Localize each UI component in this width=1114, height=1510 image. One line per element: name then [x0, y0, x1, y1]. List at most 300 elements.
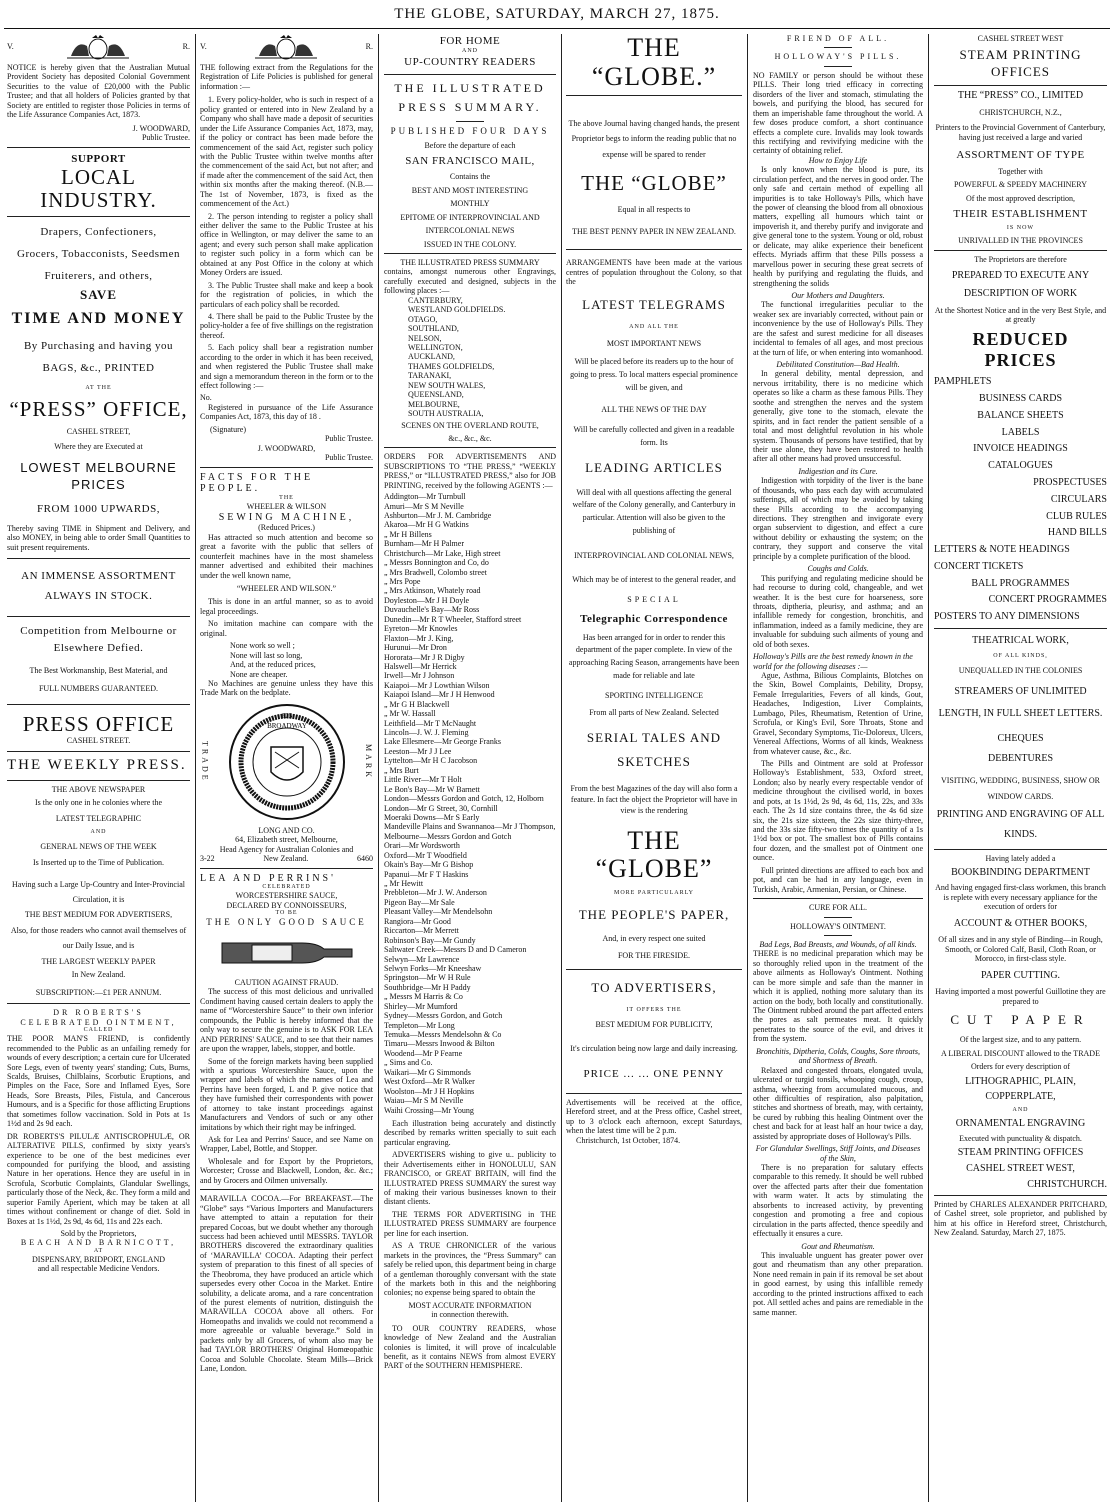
latest-telegrams: LATEST TELEGRAMS [582, 296, 726, 312]
important-news: MOST IMPORTANT NEWS [606, 338, 702, 348]
liberal-discount: A LIBERAL DISCOUNT allowed to the TRADE [941, 1048, 1100, 1058]
cashel-street: CASHEL STREET, [66, 426, 131, 436]
place-item: WELLINGTON, [408, 342, 463, 352]
unrivalled: UNRIVALLED IN THE PROVINCES [958, 236, 1083, 246]
no-medicinal-text: THERE is no medicinal preparation which may be so thoroughly relied upon in the treatment of the above ailments as Holloway's Ointment. Nothing can be more simple and safe than the manner in which it is applied, nothing more salutary than its action on the body, both locally and constitutionally. The Ointment rubbed around the part affected enters the pores as salt permeates meat. It quickly penetrates to the source of the evil, and drives it from the system. [753, 949, 923, 1044]
purchasing-line: By Purchasing and having you [23, 339, 174, 352]
head-agency: Head Agency for Australian Colonies and [219, 844, 354, 854]
print-item: PAMPHLETS [934, 376, 992, 388]
time-money-heading: TIME AND MONEY [11, 309, 186, 327]
printer-imprint: Printed by CHARLES ALEXANDER PRITCHARD, of Cashel street, sole proprietor, and published by him at his office in Hereford street, Christchurch, New Zealand. Saturday, March 27, 1875. [934, 1199, 1107, 1238]
agent-item: Eyreton—Mr Knowles [384, 624, 458, 634]
new-zealand-label: New Zealand. [263, 854, 309, 864]
agent-item: „ Messrs M Harris & Co [384, 992, 463, 1002]
place-item: AUCKLAND, [408, 352, 455, 362]
registered-text: Registered in pursuance of the Life Assurance Companies Act, 1873, this day of 18 . [200, 402, 373, 422]
vendors-line: and all respectable Medicine Vendors. [37, 1264, 160, 1274]
place-item: WESTLAND GOLDFIELDS. [408, 305, 506, 315]
attracted-text: Has attracted so much attention and become so great a favorite with the public that sellers of counterfeit machines have in the most shameless manner advertised and exhibited their machines under the well known name, [200, 532, 373, 580]
agent-item: Christchurch—Mr Lake, High street [384, 548, 501, 558]
christchurch-line: CHRISTCHURCH. [1027, 1179, 1107, 1191]
country-readers: TO OUR COUNTRY READERS, whose knowledge of New Zealand and the Australian colonies is limited, it will prove of incalculable benefit, as it contains NEWS from almost EVERY PART of the SOUTHERN HEMISPHERE. [384, 1323, 556, 1371]
column-5 [750, 34, 926, 1502]
powerful-machinery: POWERFUL & SPEEDY MACHINERY [954, 180, 1087, 190]
beach-barnicott: BEACH AND BARNICOTT, [20, 1238, 177, 1248]
steam-printing: STEAM PRINTING OFFICES [959, 47, 1082, 80]
masthead: THE GLOBE, SATURDAY, MARCH 27, 1875. [394, 6, 720, 22]
royal-coat-of-arms-icon [251, 34, 321, 60]
streamers: STREAMERS OF UNLIMITED LENGTH, IN FULL SHEET LETTERS. [938, 686, 1103, 720]
litho-line: LITHOGRAPHIC, PLAIN, [965, 1075, 1076, 1087]
signature-label: (Signature) [210, 424, 246, 434]
mark-label: MARK [364, 743, 373, 780]
proprietor-text: The above Journal having changed hands, the present Proprietor begs to inform the reading public that no expense will be spared to render [568, 119, 740, 159]
immense-assortment: AN IMMENSE ASSORTMENT [21, 570, 176, 583]
agent-item: Okain's Bay—Mr G Bishop [384, 860, 474, 870]
to-be: TO BE [275, 910, 298, 917]
agent-item: „ Mrs Pope [384, 577, 421, 587]
regulation-1: 1. Every policy-holder, who is such in respect of a policy granted or entered into in New Zealand by a Company who shall have made a deposit of securities under the Life Assurance Companies Act, 1873, may, if the policy or contract has been made before the commencement of the said Act, register such policy with the Public Trustee within twelve months after the commencement of the said Act, but not after; and if made after the commencement of the said Act, then within six months after the making thereof. (N.B.—The 1st of November, 1873, is fixed as the commencement of the Act.) [200, 95, 373, 209]
declared: DECLARED BY CONNOISSEURS, [226, 900, 347, 910]
place-item: NEW SOUTH WALES, [408, 380, 486, 390]
friend-of-all: FRIEND OF ALL. [786, 34, 890, 43]
crest-letter-r: R. [365, 42, 373, 52]
visiting-cards: VISITING, WEDDING, BUSINESS, SHOW OR WINDOW CARDS. [940, 775, 1101, 801]
coughs-heading: Coughs and Colds. [807, 564, 869, 574]
cashel-street-west: CASHEL STREET WEST, [966, 1163, 1075, 1175]
issued-line: ISSUED IN THE COLONY. [423, 239, 517, 249]
for-home: FOR HOME [439, 35, 501, 47]
regulation-2: 2. The person intending to register a policy shall either deliver the same to the Public Trustee at his office in Wellington, or may deliver the same to an agent; and every such person shall make application to register such policy in a form which can be obtained at any Post Office in the colony at which Money Orders are issued. [200, 211, 373, 278]
steam-offices: STEAM PRINTING OFFICES [957, 1147, 1084, 1159]
accurate-info: MOST ACCURATE INFORMATION [408, 1300, 532, 1310]
fireside-line: FOR THE FIRESIDE. [617, 951, 691, 961]
arranged-text: Has been arranged for in order to render this department of the paper complete. In view of the approaching Racing Season, arrangements have been made for reliable and late [568, 632, 740, 681]
agent-item: Timaru—Messrs Inwood & Bilton [384, 1039, 495, 1049]
assortment-type: ASSORTMENT OF TYPE [956, 149, 1085, 162]
artful-text: This is done in an artful manner, so as to avoid legal proceedings. [200, 597, 373, 616]
agent-item: „ Mr W. Hassall [384, 709, 436, 719]
placed-text: Will be placed before its readers up to the hour of going to press. To local matters especial prominence will be given, and [570, 357, 738, 392]
reduced-prices-heading: REDUCED PRICES [972, 328, 1069, 370]
interprov-news: INTERPROVINCIAL AND COLONIAL NEWS, [574, 550, 734, 560]
serial-tales: SERIAL TALES AND SKETCHES [586, 729, 722, 770]
ww-quote: “WHEELER AND WILSON.” [236, 584, 337, 594]
circulation-increasing: It's circulation being now large and daily increasing. [570, 1044, 738, 1054]
agent-item: Lyttelton—Mr H C Jacobson [384, 756, 478, 766]
agent-item: Woolston—Mr J H Hopkins [384, 1086, 475, 1096]
imitation-text: No imitation machine can compare with the original. [200, 619, 373, 638]
all-news: ALL THE NEWS OF THE DAY [601, 404, 707, 414]
etc-line: &c., &c., &c. [448, 433, 492, 443]
intercolonial-line: INTERCOLONIAL NEWS [425, 226, 515, 236]
print-item: CIRCULARS [1050, 493, 1107, 505]
agent-item: Irwell—Mr J Johnson [384, 671, 455, 681]
foreign-markets-text: Some of the foreign markets having been supplied with a spurious Worcestershire Sauce, upon the wrapper and labels of which the names of Lea and Perrins have been forged, L and P. give notice that they have furnished their correspondents with power of attorney to take instant proceedings against Manufacturers and Vendors of such or any other imitations by which their right may be infringed. [200, 1056, 373, 1132]
from-all-parts: From all parts of New Zealand. Selected [589, 708, 719, 718]
sold-by: Sold by the Proprietors, [60, 1229, 137, 1239]
ips-contains: contains, amongst numerous other Engravings, carefully executed and designed, subjects in the following places :— [384, 267, 556, 296]
agent-item: Woodend—Mr P Fearne [384, 1048, 463, 1058]
date-line: Christchurch, 1st October, 1874. [576, 1135, 681, 1145]
executed-line-6: Executed with punctuality & dispatch. [959, 1133, 1082, 1143]
drapers-line: Drapers, Confectioners, [40, 225, 157, 238]
agent-item: Hororata—Mr J R Digby [384, 652, 465, 662]
column-1 [4, 34, 193, 1502]
cure-for-all: CURE FOR ALL. [808, 903, 867, 913]
chronicler-text: AS A TRUE CHRONICLER of the various markets in the provinces, the “Press Summary” can safely be relied upon, this department being in charge of a gentleman thoroughly conversant with the state of the markets both in this and the neighboring colonies; no expense being spared to obtain the [384, 1241, 556, 1298]
collected-text: Will be carefully collected and given in a readable form. Its [573, 425, 735, 447]
agent-item: Halswell—Mr Herrick [384, 661, 457, 671]
deal-text: Will deal with all questions affecting the general welfare of the Colony generally, and Canterbury in particular. Attention will also be given to the publishing of [572, 487, 736, 535]
only-good-sauce: THE ONLY GOOD SAUCE [206, 917, 367, 928]
pilulae-text: DR ROBERTS'S PILULÆ ANTISCROPHULÆ, OR ALTERATIVE PILLS, confirmed by sixty years's experience to be one of the best medicines ever compounded for purifying the blood, and assisting Nature in her operations. Hence they are useful in in Scrofula, Scorbutic Complaints, Glandular Swellings, particularly those of the Neck, &c. They form a mild and superior Family Aperient, which may be taken at all times without confinement or change of diet. Sold in Boxes at 1s 1½d, 2s 9d, 4s 6d, 11s and 22s each. [7, 1131, 190, 1226]
agent-item: „ Mr Hewitt [384, 879, 424, 889]
best-medium-publicity: BEST MEDIUM FOR PUBLICITY, [595, 1019, 713, 1029]
place-item: MELBOURNE, [408, 399, 460, 409]
agent-item: Leeston—Mr J J Lee [384, 746, 452, 756]
column-rule [378, 34, 379, 1502]
from-1000: FROM 1000 UPWARDS, [37, 502, 160, 515]
regulation-4: 4. There shall be paid to the Public Trustee by the policy-holder a fee of five shillings on the registration thereof. [200, 311, 373, 340]
agent-item: „ Messrs Bonnington and Co, do [384, 558, 489, 568]
agent-item: Waiau—Mr S M Neville [384, 1096, 464, 1106]
notice-signature-title: Public Trustee. [141, 133, 190, 143]
of-all-kinds: OF ALL KINDS, [993, 652, 1048, 659]
place-item: THAMES GOLDFIELDS, [408, 361, 495, 371]
best-most-line: BEST AND MOST INTERESTING [411, 185, 529, 195]
maravilla-cocoa: MARAVILLA COCOA.—For BREAKFAST.—The “Globe” says “Various Importers and Manufacturers have attempted to attain a reputation for their prepared Cocoas, but we doubt whether any thorough success had been achieved until MESSRS. TAYLOR BROTHERS discovered the extraordinary qualities of ‘MARAVILLA’ COCOA. Adapting their perfect system of preparation to this finest of all species of the Theobroma, they have produced an article which supersedes every other Cocoa in the Market. Entire solubility, a delicate aroma, and a rare concentration of the purest elements of nutrition, distinguish the MARAVILLA COCOA above all others. For Homeopaths and invalids we could not recommend a more agreeable or valuable beverage.” Sold in packets only by all Grocers, of whom also may be had TAYLOR BROTHERS' Original Homœopathic Cocoa and Soluble Chocolate. Steam Mills—Brick Lane, London. [200, 1194, 373, 1374]
agent-item: Saltwater Creek—Messrs D and D Cameron [384, 945, 527, 955]
price-line: PRICE ... ... ONE PENNY [583, 1067, 725, 1080]
agent-item: Pigeon Bay—Mr Sale [384, 897, 455, 907]
cut-paper: CUT PAPER [950, 1012, 1091, 1028]
circulation-line: Having such a Large Up-Country and Inter-Provincial Circulation, it is [12, 880, 185, 905]
agent-item: Riccarton—Mr Merrett [384, 926, 459, 936]
printing-engraving: PRINTING AND ENGRAVING OF ALL KINDS. [936, 808, 1105, 840]
agent-item: Papanui—Mr F T Haskins [384, 869, 469, 879]
column-2 [197, 34, 376, 1502]
grocers-line: Grocers, Tobacconists, Seedsmen [17, 247, 180, 260]
published-line: PUBLISHED FOUR DAYS [390, 126, 550, 137]
shortest-notice: At the Shortest Notice and in the very Best Style, and at greatly [934, 305, 1107, 325]
offers-line: IT OFFERS THE [626, 1006, 682, 1013]
mothers-text: The functional irregularities peculiar to the weaker sex are invariably corrected, without pain or inconvenience by the use of Holloway's Pills. They are the safest and surest medicine for all diseases incidental to females of all ages, and most precious at the turn of life, or when entering into womanhood. [753, 300, 923, 357]
column-rule [561, 34, 562, 1502]
special-label: SPECIAL [627, 595, 681, 605]
agent-item: Robinson's Bay—Mr Gundy [384, 935, 476, 945]
and-all-line: AND ALL THE [629, 323, 679, 330]
agent-item: West Oxford—Mr R Walker [384, 1077, 475, 1087]
printers-text: Printers to the Provincial Government of Canterbury, having just received a large and varied [935, 123, 1106, 142]
bags-line: BAGS, &c., PRINTED [42, 361, 155, 374]
theatrical-work: THEATRICAL WORK, [972, 635, 1069, 647]
prepared-line: PREPARED TO EXECUTE ANY [951, 270, 1090, 282]
agent-item: „ Sims and Co. [384, 1058, 433, 1068]
regulations-intro: THE following extract from the Regulations for the Registration of Life Policies is published for general information :— [200, 63, 373, 91]
print-items-list [934, 376, 1107, 623]
competition-line: Competition from Melbourne or Elsewhere Defied. [20, 624, 177, 655]
agent-item: Rangiora—Mr Good [384, 916, 451, 926]
support-heading: SUPPORT [71, 152, 126, 165]
in-nz-line: In New Zealand. [71, 970, 126, 980]
print-item: INVOICE HEADINGS [973, 443, 1068, 455]
agent-item: Kaiapoi Island—Mr J H Henwood [384, 690, 495, 700]
agent-item: Prebbleton—Mr J. W. Anderson [384, 888, 487, 898]
called-line: CALLED [83, 1027, 114, 1034]
genuine-text: No Machines are genuine unless they have this Trade Mark on the bedplate. [200, 678, 373, 698]
bronchitis-heading: Bronchitis, Diptheria, Colds, Coughs, Sore throats, and Shortness of Breath. [755, 1046, 920, 1066]
dispensary-line: DISPENSARY, BRIDPORT, ENGLAND [31, 1255, 166, 1264]
print-item: CONCERT PROGRAMMES [988, 594, 1107, 606]
agent-item: Hurunui—Mr Dron [384, 643, 447, 653]
column-3 [381, 34, 559, 1502]
advertisers-text: ADVERTISERS wishing to give u.. publicity to their Advertisements either in HONOLULU, SAN FRANCISCO, or GREAT BRITAIN, will find the ILLUSTRATED PRESS SUMMARY the surest way of making their various businesses known to their distant clients. [384, 1150, 556, 1207]
globe-heading-2: THE “GLOBE” [581, 170, 727, 195]
debilitated-text: In general debility, mental depression, and nervous irritability, there is no medicine which operates so like a charm as these famous Pills. They soothe and strengthen the nerves and the system generally, give tone to the stomach, elevate the spirits, and in fact render the patient sensible of a total and most delightful revolution in his whole system. Thousands of persons have testified, that by their use alone, they have been restored to health after all other means had proved unsuccessful. [753, 369, 923, 464]
place-item: NELSON, [408, 333, 442, 343]
full-numbers: FULL NUMBERS GUARANTEED. [38, 684, 159, 694]
also-line: Also, for those readers who cannot avail themselves of our Daily Issue, and is [10, 925, 187, 950]
paper-cutting: PAPER CUTTING. [980, 969, 1061, 981]
latest-telegraphic: LATEST TELEGRAPHIC [55, 813, 142, 823]
description-line: DESCRIPTION OF WORK [963, 287, 1078, 299]
poor-mans-friend: THE POOR MAN'S FRIEND, is confidently recommended to the Public as an unfailing remedy for wounds of every description; a certain cure for Ulcerated Sore Legs, even of twenty years' standing; Cuts, Burns, Scalds, Bruises, Chilblains, Scorbutic Eruptions, and Pimples on the Face, Sore and Inflamed Eyes, Sore Heads, Sore Breasts, Piles, Fistula, and Cancerous Humours, and is a Specific for those afflicting Eruptions that sometimes follow vaccination. Sold in Pots at 1s 1½d and 2s 9d each. [7, 1034, 190, 1129]
agent-item: Waikari—Mr G Simmonds [384, 1067, 471, 1077]
to-advertisers: TO ADVERTISERS, [591, 979, 717, 995]
place-item: TARANAKI, [408, 371, 452, 381]
agency-ref-row [200, 854, 373, 863]
agent-item: Duvauchelle's Bay—Mr Ross [384, 605, 480, 615]
agent-item: Shirley—Mr Mumford [384, 1001, 458, 1011]
telegraphic-corr: Telegraphic Correspondence [580, 612, 728, 625]
every-respect: And, in every respect one suited [602, 933, 706, 943]
trade-mark-seal [200, 702, 373, 822]
column-rule [195, 34, 196, 1502]
celebrated-label: CELEBRATED [262, 884, 311, 891]
notice-signature: J. WOODWARD, [132, 123, 190, 133]
sizes-text: Of all sizes and in any style of Binding—in Rough, Smooth, or Colored Calf, Basil, Cloth Roan, or Morocco, in first-class style. [938, 935, 1103, 964]
at-line: AT [93, 1247, 104, 1254]
agent-item: Amuri—Mr S M Neville [384, 501, 464, 511]
no-prep-text: There is no preparation for salutary effects comparable to this remedy. It should be well rubbed over the affected parts after their due fomentation with warm water. It acts by stimulating the absorbents to increased activity, by preventing congestion and promoting a free and copious circulation in the parts affected, thence speedily and effectually it ensures a cure. [753, 1163, 923, 1239]
mothers-heading: Our Mothers and Daughters. [791, 290, 885, 300]
sauce-bottle-icon [212, 931, 362, 975]
place-item: SOUTHLAND, [408, 324, 459, 334]
upcountry-readers: UP-COUNTRY READERS [404, 56, 536, 69]
regulation-3: 3. The Public Trustee shall make and keep a book for the registration of policies, in which the particulars of each policy shall be recorded. [200, 280, 373, 309]
print-item: POSTERS TO ANY DIMENSIONS [934, 611, 1080, 623]
public-trustee-2: Public Trustee. [324, 453, 373, 463]
orders-line: Orders for every description of [970, 1062, 1071, 1072]
before-line: Before the departure of each [424, 140, 516, 150]
crest-letter-v: V. [200, 42, 207, 52]
agent-item: Waihi Crossing—Mr Young [384, 1105, 474, 1115]
agent-item: Springston—Mr W H Rule [384, 973, 471, 983]
copperplate-line: COPPERPLATE, [985, 1091, 1056, 1103]
agent-item: „ Mr G H Blackwell [384, 699, 450, 709]
contains-line: Contains the [449, 172, 491, 182]
cashel-street-2: CASHEL STREET. [66, 735, 131, 745]
agent-item: Selwyn—Mr Lawrence [384, 954, 460, 964]
agent-item: „ Mrs Burt [384, 765, 419, 775]
weekly-press-title: THE WEEKLY PRESS. [7, 757, 187, 774]
agent-item: „ Mr H Billens [384, 529, 432, 539]
agent-item: Le Bon's Bay—Mr W Barnett [384, 784, 480, 794]
agent-item: Lake Ellesmere—Mr George Franks [384, 737, 501, 747]
agent-item: Burnham—Mr H Palmer [384, 539, 464, 549]
wholesale-text: Wholesale and for Export by the Proprietors, Worcester; Crosse and Blackwell, London, &c. &c.; and by Grocers and Oilmen universally. [200, 1156, 373, 1185]
woodward-sig: J. WOODWARD, [257, 443, 316, 453]
crest-letter-v: V. [7, 42, 14, 52]
the-press-co: THE “PRESS” CO., LIMITED [957, 90, 1084, 102]
general-news: GENERAL NEWS OF THE WEEK [40, 842, 157, 852]
best-remedy: Holloway's Pills are the best remedy known in the world for the following diseases :— [753, 652, 913, 671]
agent-item: Southbridge—Mr H Paddy [384, 982, 471, 992]
workmanship-line: The Best Workmanship, Best Material, and [29, 665, 168, 675]
wheeler-wilson: WHEELER & WILSON [246, 502, 327, 512]
agent-item: Temuka—Messrs Mendelsohn & Co [384, 1030, 502, 1040]
leading-articles: LEADING ARTICLES [585, 459, 723, 475]
agent-item: Little River—Mr T Holt [384, 775, 462, 785]
indigestion-heading: Indigestion and its Cure. [798, 466, 878, 476]
ref-code: 3-22 [200, 854, 215, 864]
bookbinding: BOOKBINDING DEPARTMENT [951, 867, 1090, 879]
monthly-line: MONTHLY [450, 199, 490, 209]
agent-item: London—Messrs Gordon and Gotch, 12, Holborn [384, 794, 544, 804]
caution-heading: CAUTION AGAINST FRAUD. [234, 978, 339, 988]
executed-line: Where they are Executed at [54, 442, 143, 452]
cheques: CHEQUES [997, 733, 1044, 745]
largest-size: Of the largest size, and to any pattern. [959, 1035, 1082, 1045]
engaged-text: And having engaged first-class workmen, this branch is replete with every necessary appliance for the execution of orders for [935, 883, 1106, 912]
lea-perrins: LEA AND PERRINS' [200, 872, 336, 884]
holloway-ointment: HOLLOWAY'S OINTMENT. [790, 921, 886, 931]
royal-crest-2 [200, 34, 373, 60]
regulation-no: No. [200, 393, 212, 403]
press-office-heading-2: PRESS OFFICE [22, 711, 175, 736]
is-now: IS NOW [1006, 225, 1035, 232]
sold-text: The Pills and Ointment are sold at Professor Holloway's Establishment, 533, Oxford street, London; also by nearly every respectable vendor of medicine throughout the civilised world, in boxes and pots, at 1s 1½d, 2s 9d, 4s 6d, 11s, 22s, and 33s each. The 2s 1d size contains three, the 4s 6d size six, the 21s size sixteen, the 22s size thirty-three, and the 33s size fifty-two times the quantity of a 1s 1½d box or pot. The smallest box of Pills contains four dozen, and the smallest pot of Ointment one ounce. [753, 758, 923, 863]
agent-item: Doyleston—Mr J H Doyle [384, 595, 470, 605]
and-line-6: AND [1012, 1107, 1029, 1114]
account-books: ACCOUNT & OTHER BOOKS, [953, 917, 1088, 929]
column-rule [928, 34, 929, 1502]
peoples-paper: THE PEOPLE'S PAPER, [578, 906, 730, 922]
column-rule [747, 34, 748, 1502]
orders-text: ORDERS FOR ADVERTISEMENTS AND SUBSCRIPTIONS TO “THE PRESS,” “WEEKLY PRESS,” or “ILLUSTRATED PRESS,” also for JOB PRINTING, received by the following AGENTS :— [384, 452, 556, 490]
masthead-rule [4, 28, 1110, 29]
gout-text: This invaluable unguent has greater power over gout and rheumatism than any other preparation. None need remain in pain if its removal be set about in good earnest, by using this infallible remedy according to the printed instructions affixed to each pot. All settled aches and pains are remediable in the same manner. [753, 1250, 923, 1317]
arrangements-text: ARRANGEMENTS have been made at the various centres of population throughout the Colony, so that the [566, 258, 742, 287]
only-one-line: Is the only one in he colonies where the [34, 798, 163, 808]
holloway-pills: HOLLOWAY'S PILLS. [774, 52, 902, 62]
proprietors-line: The Proprietors are therefore [974, 254, 1067, 264]
agent-item: Lincoln—J. W. J. Fleming [384, 728, 469, 738]
dr-roberts-heading: DR ROBERTS'S [53, 1008, 144, 1018]
connection-line: in connection therewith. [431, 1310, 509, 1320]
sf-mail: SAN FRANCISCO MAIL, [405, 155, 535, 168]
together-with: Together with [998, 166, 1043, 176]
column-4 [563, 34, 745, 1502]
guillotine-text: Having imported a most powerful Guillotine they are prepared to [935, 987, 1106, 1006]
magazines-text: From the best Magazines of the day will also form a feature. In fact the object the Proprietor will have in view is the rendering [570, 784, 738, 816]
epitome-line: EPITOME OF INTERPROVINCIAL AND [400, 212, 540, 222]
reduced-prices: (Reduced Prices.) [258, 523, 315, 533]
agent-item: Pleasant Valley—Mr Mendelsohn [384, 907, 493, 917]
elizabeth-street: 64, Elizabeth street, Melbourne, [235, 835, 338, 845]
agent-item: Ashburton—Mr J. M. Cambridge [384, 510, 492, 520]
poem-text: None work so well ; None will last so long, And, at the reduced prices, None are cheaper. [230, 641, 316, 679]
no-family-text: NO FAMILY or person should be without these PILLS. Their long tried efficacy in correcting disorders of the liver and stomach, stimulating the bowels, and purifying the blood, has secured for them an imperishable fame throughout the world. A few doses produce comfort, a short continuance effects a complete cure. Invalids may look towards this rectifying and revivifying medicine with the certainty of obtaining relief. [753, 70, 923, 156]
directions-text: Full printed directions are affixed to each box and pot, and can be had in any language, even in Turkish, Arabic, Armenian, Persian, or Chinese. [753, 865, 923, 894]
best-medium-line: THE BEST MEDIUM FOR ADVERTISERS, [24, 910, 173, 920]
illustration-text: Each illustration being accurately and distinctly described by remarks written specially to suit each particular engraving. [384, 1118, 556, 1147]
crest-letter-r: R. [182, 42, 190, 52]
seal-number: 625 [281, 711, 292, 720]
lately-added: Having lately added a [985, 853, 1056, 863]
agent-item: Flaxton—Mr J. King, [384, 633, 454, 643]
agent-item: Addington—Mr Turnbull [384, 492, 466, 502]
establishment: THEIR ESTABLISHMENT [953, 207, 1088, 220]
christchurch-nz: CHRISTCHURCH, N.Z., [979, 108, 1062, 118]
saving-text: Thereby saving TIME in Shipment and Delivery, and also MONEY, in being able to order Small Quantities to suit present requirements. [7, 523, 190, 552]
agent-item: „ Mrs Bradwell, Colombo street [384, 567, 487, 577]
largest-line: THE LARGEST WEEKLY PAPER [41, 957, 156, 967]
place-item: QUEENSLAND, [408, 390, 464, 400]
save-heading: SAVE [79, 286, 117, 302]
and-line: AND [90, 829, 107, 836]
debentures: DEBENTURES [988, 753, 1053, 765]
worcestershire: WORCESTERSHIRE SAUCE, [235, 891, 338, 901]
print-item: LETTERS & NOTE HEADINGS [934, 544, 1070, 556]
place-item: SOUTH AUSTRALIA, [408, 409, 484, 419]
agents-list [384, 492, 556, 1115]
best-penny: THE BEST PENNY PAPER IN NEW ZEALAND. [572, 227, 736, 237]
equal-line: Equal in all respects to [617, 204, 691, 214]
agent-item: Sydney—Messrs Gordon, and Gotch [384, 1011, 503, 1021]
print-item: BALANCE SHEETS [977, 409, 1064, 421]
print-item: CLUB RULES [1046, 510, 1107, 522]
print-item: BUSINESS CARDS [978, 392, 1063, 404]
celebrated-ointment: CELEBRATED OINTMENT, [20, 1017, 177, 1027]
subscription-line: SUBSCRIPTION:—£1 PER ANNUM. [35, 987, 162, 997]
ornamental-line: ORNAMENTAL ENGRAVING [955, 1118, 1086, 1130]
print-item: CONCERT TICKETS [934, 560, 1024, 572]
agent-item: Akaroa—Mr H G Watkins [384, 520, 469, 530]
agent-item: Oxford—Mr T Woodfield [384, 850, 467, 860]
always-stock: ALWAYS IN STOCK. [44, 590, 153, 603]
agent-item: Orari—Mr Wordsworth [384, 841, 460, 851]
royal-crest [7, 34, 190, 60]
ips-heading: THE ILLUSTRATED PRESS SUMMARY [400, 258, 540, 268]
agent-item: Kaiapoi—Mr J Lowthian Wilson [384, 680, 490, 690]
globe-title: THE “GLOBE.” [591, 34, 717, 91]
agent-item: Mandeville Plains and Swannanoa—Mr J Thompson, [384, 822, 556, 832]
scenes-line: SCENES ON THE OVERLAND ROUTE, [401, 421, 539, 431]
facts-heading: FACTS FOR THE PEOPLE. [200, 471, 314, 495]
interest-text: Which may be of interest to the general reader, and [572, 574, 736, 584]
print-item: LABELS [1001, 426, 1040, 438]
ips-title: THE ILLUSTRATED PRESS SUMMARY. [394, 80, 546, 114]
unequalled: UNEQUALLED IN THE COLONIES [958, 665, 1083, 675]
and-label: AND [462, 48, 478, 55]
print-item: CATALOGUES [988, 460, 1053, 472]
sewing-machine: SEWING MACHINE, [218, 511, 355, 523]
relaxed-text: Relaxed and congested throats, elongated uvula, ulcerated or turgid tonsils, whooping cough, croup, asthma, wheezing from accumulated mucous, and other difficulties of respiration, also palpitation, stitches and shortness of breath, may, with certainty, be cured by rubbing this healing Ointment over the chest and back for at least half an hour twice a day, assisted by appropriate doses of Holloway's Pills. [753, 1065, 923, 1141]
agent-item: Selwyn Forks—Mr Kneeshaw [384, 963, 482, 973]
lowest-prices: LOWEST MELBOURNE PRICES [20, 459, 177, 492]
